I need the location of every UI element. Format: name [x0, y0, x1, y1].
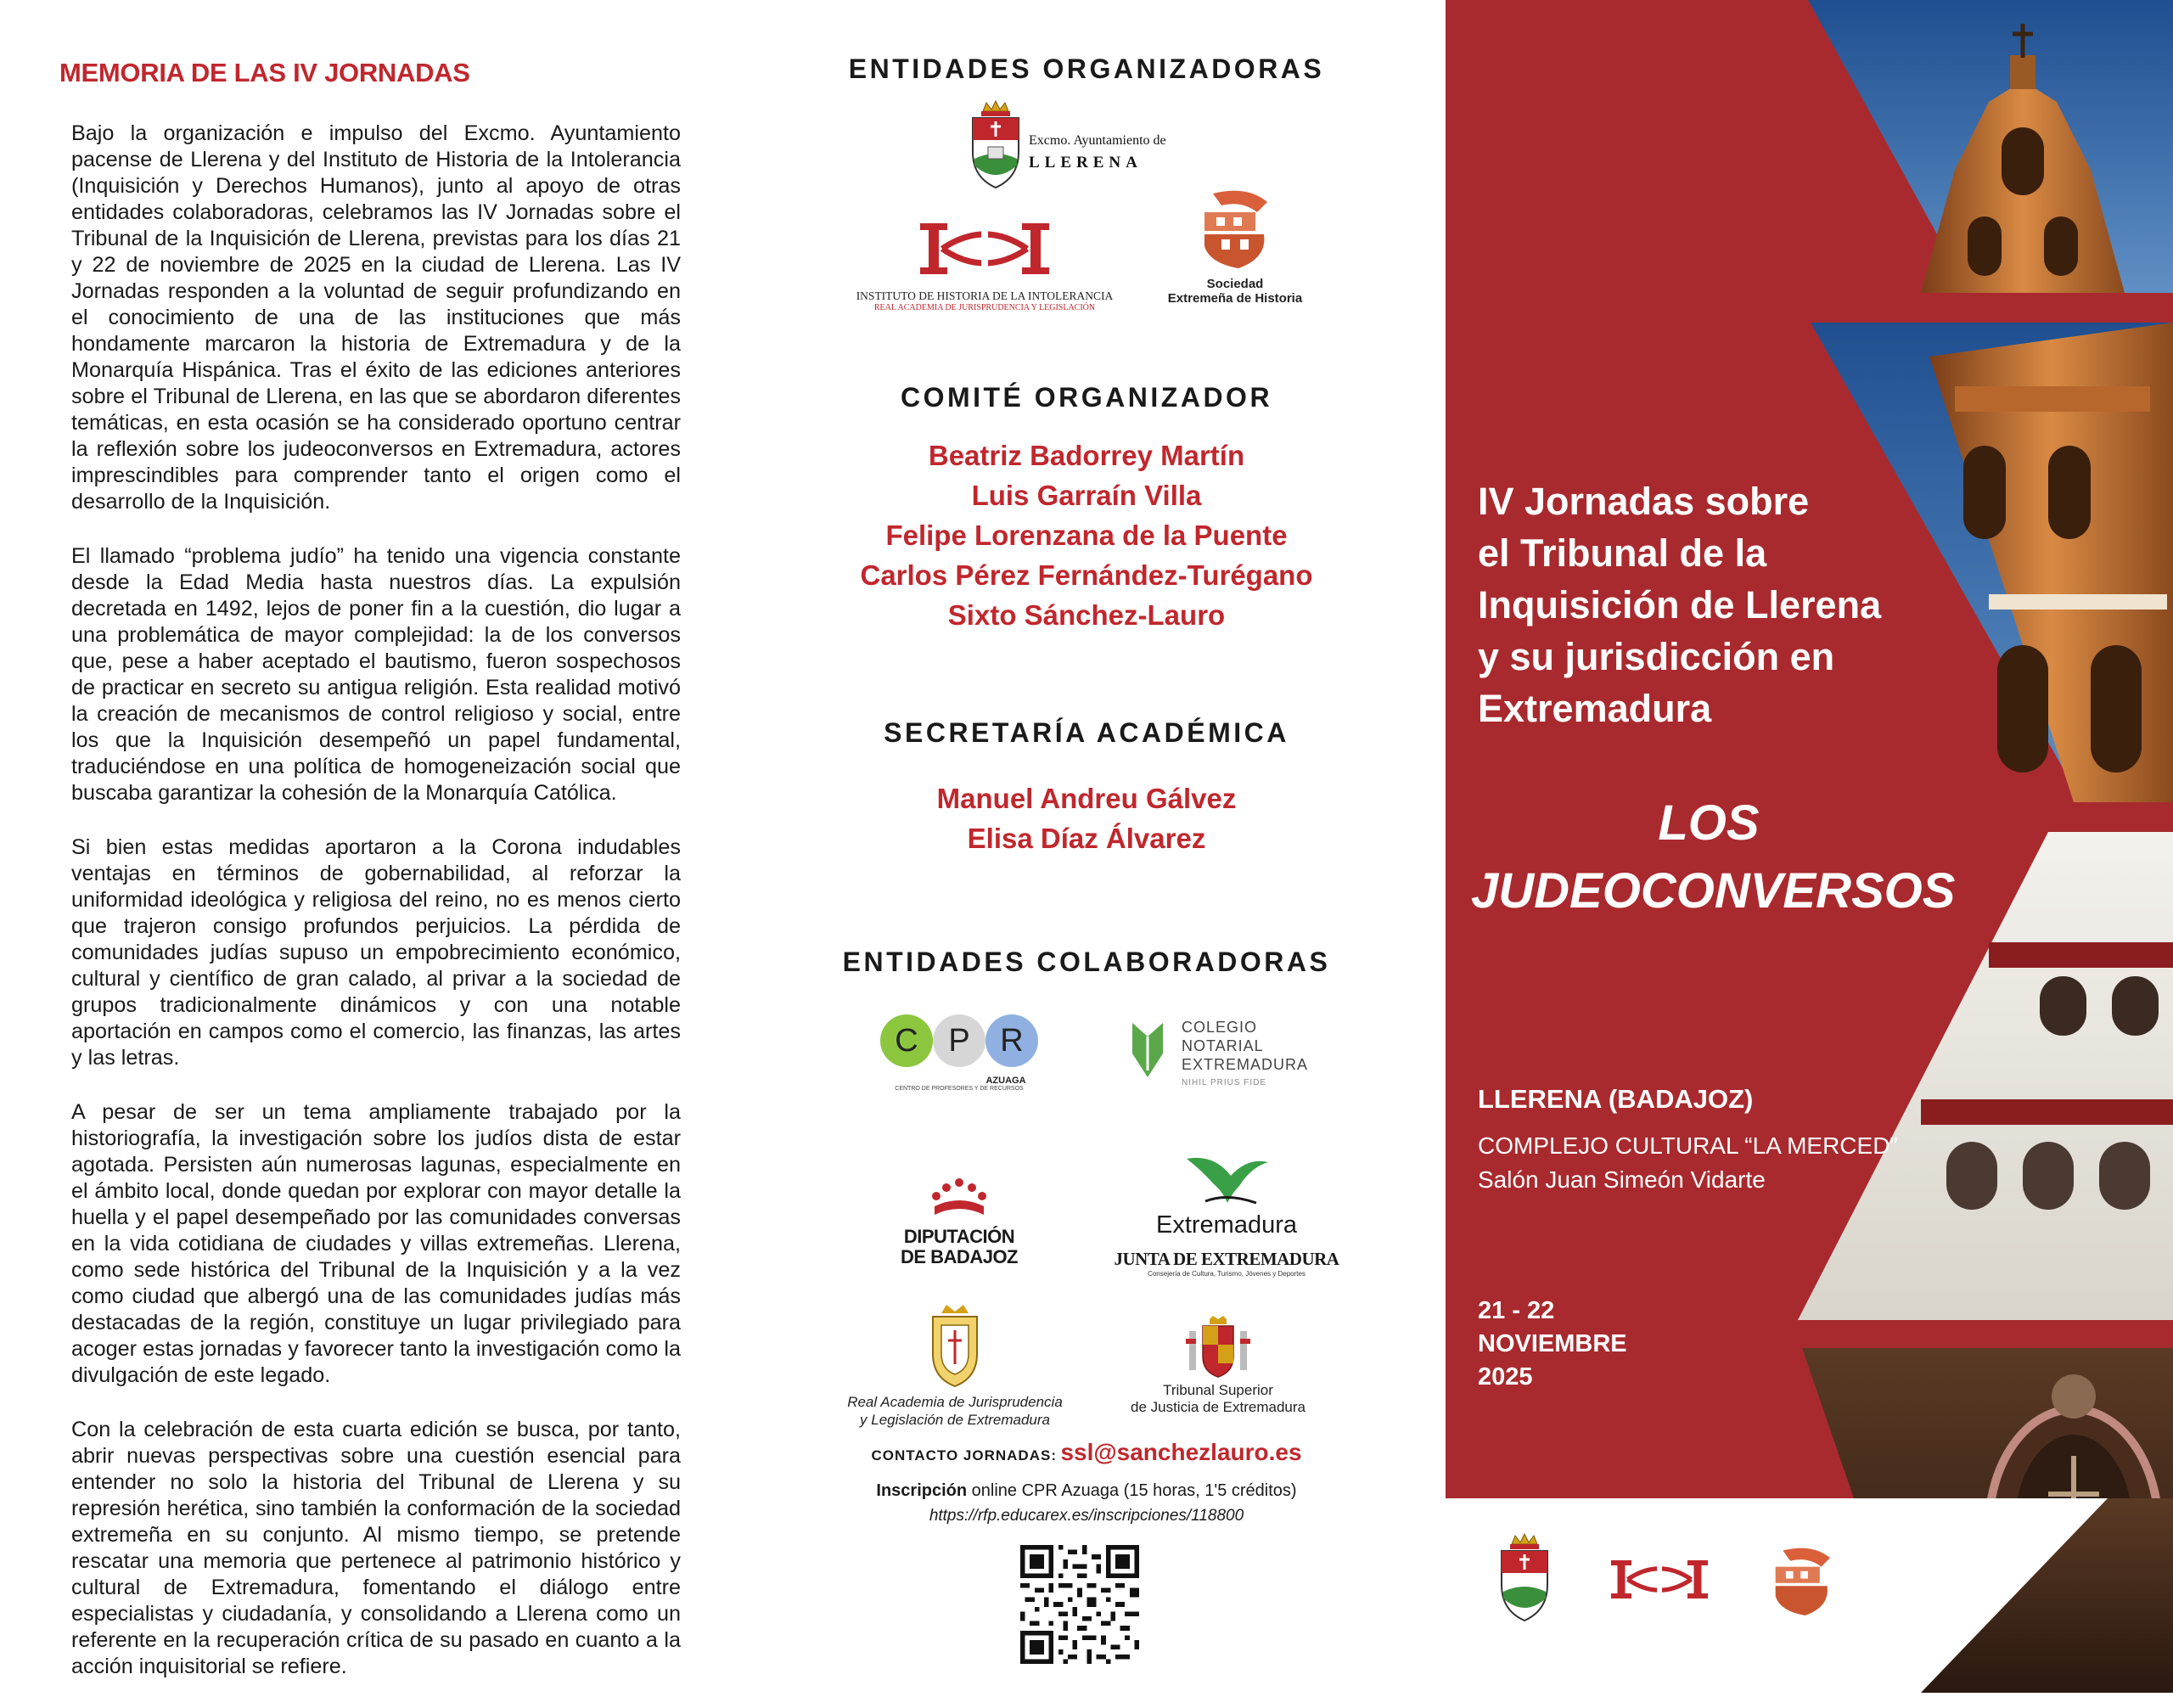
committee-list	[815, 435, 1358, 635]
secretariat-list	[815, 778, 1358, 858]
collaborators-heading: ENTIDADES COLABORADORAS	[842, 947, 1331, 977]
memoria-title: MEMORIA DE LAS IV JORNADAS	[59, 58, 470, 87]
junta-bird-icon	[1180, 1150, 1273, 1211]
sociedad-extremena-logo	[1154, 187, 1316, 323]
event-theme-line: JUDEOCONVERSOS	[1471, 863, 1956, 919]
spain-coat-of-arms-icon	[1184, 1316, 1252, 1380]
contact-label: CONTACTO JORNADAS:	[871, 1447, 1057, 1464]
cpr-letter-c: C	[880, 1014, 933, 1067]
ayuntamiento-line2: LLERENA	[1029, 154, 1143, 171]
memoria-paragraph-2: El llamado “problema judío” ha tenido una vigencia constante desde la Edad Media hasta nuestros días. La expulsión decretada en 1492, lejos de poner fin a la cuestión, dio lugar a una problemática de mayor complejidad: la de los conversos que, pese a haber aceptado el bautismo, fueron sospechosos de practicar en secreto su antigua religión. Esta realidad motivó la creación de mecanismos de control religioso y social, entre los que la Inquisición desempeñó un papel fundamental, traduciéndose en una política de homogeneización social que buscaba garantizar la cohesión de la Monarquía Católica.	[71, 544, 681, 805]
academia-line1: Real Academia de Jurisprudencia	[847, 1394, 1063, 1410]
diputacion-crown-icon	[929, 1176, 989, 1227]
tower-top-photo	[1808, 0, 2173, 293]
contact-email-link[interactable]: ssl@sanchezlauro.es	[1060, 1439, 1302, 1465]
cover-panel	[1446, 0, 2173, 1693]
event-date-line: 2025	[1478, 1363, 1533, 1391]
ihi-mark-icon	[917, 216, 1053, 284]
footer-seh-emblem-icon	[1768, 1543, 1836, 1620]
tribunal-line1: Tribunal Superior	[1163, 1382, 1273, 1398]
diputacion-badajoz-logo	[857, 1176, 1061, 1286]
event-city: LLERENA (BADAJOZ)	[1478, 1084, 1754, 1114]
tribunal-line2: de Justicia de Extremadura	[1131, 1399, 1305, 1415]
cpr-azuaga-logo	[857, 1014, 1061, 1142]
qr-code-icon	[1020, 1545, 1139, 1664]
qr-code[interactable]	[1020, 1545, 1139, 1664]
event-venue-line2: Salón Juan Simeón Vidarte	[1478, 1166, 1766, 1193]
memoria-paragraph-4: A pesar de ser un tema ampliamente trabajado por la historiografía, la investigación sobre los judíos dista de estar agotada. Persisten aún numerosas lagunas, especialmente en el ámbito local, donde quedan por explorar con mayor detalle la huella y el papel desempeñado por las comunidades conversas en la vida cotidiana de ciudades y villas extremeñas. Llerena, como sede histórica del Tribunal de la Inquisición y a la vez como ciudad que albergó una de las comunidades judías más destacadas de la región, constituye un lugar privilegiado para acoger estas jornadas y favorecer tanto la investigación como la divulgación de este legado.	[71, 1100, 681, 1387]
memoria-paragraph-1: Bajo la organización e impulso del Excmo. Ayuntamiento pacense de Llerena y del Instituto de Historia de la Intolerancia (Inquisición y Derechos Humanos), junto al apoyo de otras entidades colaboradoras, celebramos las IV Jornadas sobre el Tribunal de la Inquisición de Llerena, previstas para los días 21 y 22 de noviembre de 2025 en la ciudad de Llerena. Las IV Jornadas responden a la voluntad de seguir profundizando en el conocimiento de una de las instituciones que más hondamente marcaron la historia de Extremadura y de la Monarquía Hispánica. Tras el éxito de las ediciones anteriores sobre el Tribunal de Llerena, en las que se abordaron diferentes temáticas, en esta ocasión se ha considerado oportuno centrar la reflexión sobre los judeoconversos en Extremadura, actores imprescindibles para comprender tanto el origen como el desarrollo de la Inquisición.	[71, 121, 681, 514]
diputacion-line1: DIPUTACIÓN	[903, 1226, 1015, 1247]
notarial-motto: NIHIL PRIUS FIDE	[1182, 1078, 1267, 1087]
notarial-line2: NOTARIAL	[1182, 1037, 1264, 1054]
memoria-paragraph-5: Con la celebración de esta cuarta edición se busca, por tanto, abrir nuevas perspectivas sobre una cuestión esencial para entender no solo la historia del Tribunal de Llerena y su represión herética, sino también la conformación de la sociedad extremeña en su conjunto. Al mismo tiempo, se pretende rescatar una memoria que pertenece al patrimonio histórico y cultural de Extremadura, fomentando el diálogo entre especialistas y ciudadanía, y consolidando a Llerena como un referente en la recuperación crítica de su pasado en cuanto a la acción inquisitorial se refiere.	[71, 1418, 681, 1678]
event-date	[1478, 1295, 1627, 1394]
notarial-line3: EXTREMADURA	[1182, 1056, 1309, 1073]
contact-line	[815, 1439, 1358, 1466]
committee-member: Luis Garraín Villa	[971, 480, 1202, 511]
ihi-logo	[840, 216, 1129, 318]
committee-member: Felipe Lorenzana de la Puente	[885, 520, 1288, 551]
committee-member: Carlos Pérez Fernández-Turégano	[860, 559, 1313, 591]
event-venue-line1: COMPLEJO CULTURAL “LA MERCED”	[1478, 1132, 1898, 1159]
cpr-sub: CENTRO DE PROFESORES Y DE RECURSOS	[895, 1086, 1024, 1092]
seh-line1: Sociedad	[1206, 277, 1264, 291]
seh-line2: Extremeña de Historia	[1167, 291, 1303, 306]
footer-ihi-mark-icon	[1596, 1555, 1723, 1606]
secretariat-heading: SECRETARÍA ACADÉMICA	[884, 717, 1289, 748]
event-title-line: Inquisición de Llerena	[1478, 583, 1882, 626]
ihi-line1: INSTITUTO DE HISTORIA DE LA INTOLERANCIA	[856, 289, 1114, 302]
notarial-line1: COLEGIO	[1182, 1019, 1258, 1036]
inscription-url-link[interactable]: https://rfp.educarex.es/inscripciones/118800	[929, 1507, 1244, 1525]
junta-name: JUNTA DE EXTREMADURA	[1114, 1249, 1339, 1269]
llerena-shield-icon	[968, 99, 1024, 193]
event-date-line: 21 - 22	[1478, 1297, 1555, 1324]
real-academia-logo	[815, 1303, 1095, 1430]
event-date-line: NOVIEMBRE	[1478, 1330, 1627, 1357]
event-title-line: y su jurisdicción en	[1478, 635, 1835, 678]
academia-shield-icon	[928, 1303, 982, 1388]
junta-word: Extremadura	[1155, 1211, 1297, 1239]
inscription-rest: online CPR Azuaga (15 horas, 1'5 créditos)	[967, 1481, 1297, 1500]
tribunal-superior-logo	[1095, 1316, 1341, 1435]
notarial-pen-icon	[1129, 1020, 1166, 1081]
inscription-line	[815, 1481, 1358, 1501]
ayuntamiento-llerena-logo	[968, 99, 1188, 193]
event-theme-line: LOS	[1658, 795, 1760, 851]
event-theme	[1471, 789, 1956, 925]
memoria-panel	[59, 51, 681, 1708]
colegio-notarial-logo	[1129, 1014, 1341, 1142]
committee-heading: COMITÉ ORGANIZADOR	[900, 382, 1273, 413]
committee-member: Beatriz Badorrey Martín	[928, 440, 1245, 471]
event-title-line: el Tribunal de la	[1478, 531, 1767, 575]
academia-line2: y Legislación de Extremadura	[860, 1412, 1050, 1428]
ayuntamiento-line1: Excmo. Ayuntamiento de	[1029, 133, 1166, 148]
event-venue	[1478, 1129, 1898, 1197]
cpr-place: AZUAGA	[985, 1076, 1026, 1086]
inscription-bold: Inscripción	[876, 1481, 968, 1500]
cpr-letter-r: R	[985, 1014, 1038, 1067]
event-title-line: Extremadura	[1478, 687, 1712, 730]
diputacion-line2: DE BADAJOZ	[900, 1246, 1018, 1267]
event-title	[1478, 475, 1919, 734]
event-title-line: IV Jornadas sobre	[1478, 480, 1810, 523]
junta-sub: Consejería de Cultura, Turismo, Jóvenes y Deportes	[1148, 1270, 1305, 1278]
ihi-line2: REAL ACADEMIA DE JURISPRUDENCIA Y LEGISLACIÓN	[873, 303, 1096, 312]
seh-emblem-icon	[1196, 187, 1274, 272]
secretariat-member: Manuel Andreu Gálvez	[936, 783, 1237, 814]
committee-member: Sixto Sánchez-Lauro	[947, 599, 1226, 631]
memoria-paragraph-3: Si bien estas medidas aportaron a la Corona indudables ventajas en términos de gobernabilidad, al reforzar la uniformidad ideológica y religiosa del reino, no es menos cierto que trajeron consigo profundos perjuicios. La pérdida de comunidades judías supuso un empobrecimiento económico, cultural y científico de gran calado, al privar a la sociedad de grupos tradicionalmente dinámicos y con una notable aportación en campos como el comercio, las finanzas, las artes y las letras.	[71, 835, 681, 1070]
organizers-heading: ENTIDADES ORGANIZADORAS	[848, 53, 1325, 84]
junta-extremadura-logo	[1103, 1150, 1350, 1295]
cpr-letter-p: P	[933, 1014, 985, 1067]
secretariat-member: Elisa Díaz Álvarez	[967, 823, 1206, 854]
footer-llerena-shield-icon	[1496, 1532, 1553, 1626]
